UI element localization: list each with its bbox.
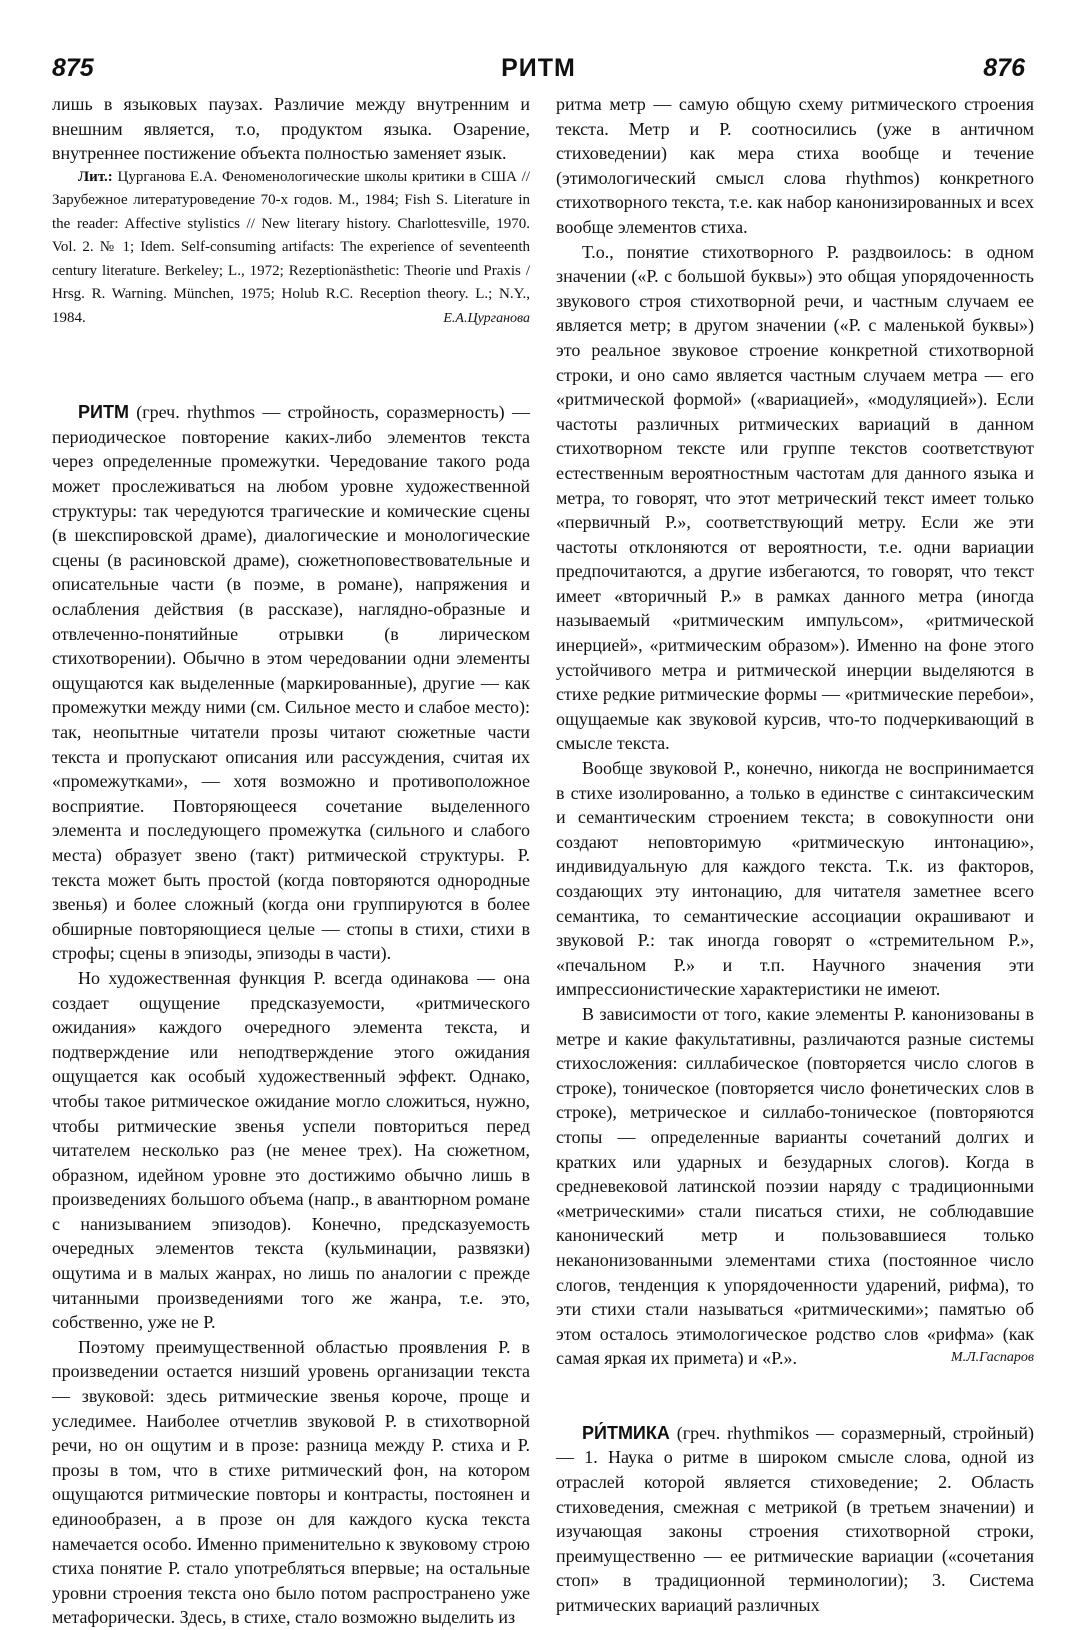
right-paragraph-4-text: В зависимости от того, какие элементы Р. канонизованы в метре и какие факультативны, различаются разные системы стихосложения: силлабическое (повторяется число слогов в строке), тоническое (повторяется число фонетических слов в строке), метрическое и силлабо-тоническое (повторяются стопы — определенные варианты сочетаний долгих и кратких или ударных и безударных слогов). Когда в средневековой латинской поэзии наряду с традиционными «метрическими» стали писаться стихи, не соблюдавшие канонический метр и пользовавшиеся только неканонизованными элементами стиха (постоянное число слогов, тенденция к упорядоченности ударений, рифма), то эти стихи стали называться «ритмическими»; памятью об этом осталось этимологическое родство слов «рифма» (как самая яркая их примета) и «Р.». bbox=[556, 1003, 1034, 1369]
entry-paragraph-2: Но художественная функция Р. всегда одинакова — она создает ощущение предсказуемости, «ритмического ожидания» каждого очередного элемента текста, и подтверждение или неподтверждение этого ожидания ощущается как особый художественный эффект. Однако, чтобы такое ритмическое ожидание могло сложиться, нужно, чтобы ритмические звенья успели повториться перед читателем несколько раз (не менее трех). На сюжетном, образном, идейном уровне это достижимо обычно лишь в произведениях большого объема (напр., в авантюрном романе с нанизыванием эпизодов). Конечно, предсказуемость очередных элементов текста (кульминации, развязки) ощутима и в малых жанрах, но лишь по аналогии с прежде читанными произведениями того же жанра, т.е. это, собственно, уже не Р. bbox=[52, 967, 530, 1333]
page-number-right: 876 bbox=[983, 54, 1025, 82]
entry2-definition: (греч. rhythmikos — соразмерный, стройный) — 1. Наука о ритме в широком смысле слова, одной из отраслей которой является стиховедение; 2. Область стиховедения, смежная с метрикой (в третьем значении) и изучающая законы строения стихотворной строки, преимущественно — ее ритмические вариации («сочетания стоп» в традиционной терминологии); 3. Система ритмических вариаций различных bbox=[556, 1422, 1034, 1616]
page-header bbox=[52, 54, 1025, 94]
entry-separator bbox=[52, 330, 530, 400]
entry-author-signature: М.Л.Гаспаров bbox=[950, 1350, 1034, 1366]
right-column bbox=[556, 92, 1034, 1618]
page-number-left: 875 bbox=[52, 54, 94, 82]
entry-paragraph-1 bbox=[52, 400, 530, 966]
right-paragraph-4 bbox=[556, 1002, 1034, 1371]
right-paragraph-3: Вообще звуковой Р., конечно, никогда не воспринимается в стихе изолированно, а только в единстве с синтаксическим и семантическим строением текста; в совокупности они создают неповторимую «ритмическую интонацию», индивидуальную для каждого текста. Т.к. из факторов, создающих эту интонацию, для читателя заметнее всего семантика, то семантические ассоциации окрашивают и звуковой Р.: так иногда говорят о «стремительном Р.», «печальном Р.» и т.п. Научного значения эти импрессионистические характеристики не имеют. bbox=[556, 758, 1034, 1000]
intro-paragraph: лишь в языковых паузах. Различие между внутренним и внешним является, т.о, продуктом языка. Озарение, внутреннее постижение объекта полностью заменяет язык. bbox=[52, 94, 530, 164]
entry2-headword: РИ́ТМИКА bbox=[582, 1422, 670, 1443]
entry-headword: РИТМ bbox=[78, 402, 129, 423]
literature-label: Лит.: bbox=[78, 168, 113, 185]
literature-block bbox=[52, 166, 530, 331]
literature-text: Цурганова Е.А. Феноменологические школы критики в США // Зарубежное литературоведение 70-х годов. М., 1984; Fish S. Literature in the reader: Affective stylistics // New literary history. Charlottesville, 1970. Vol. 2. № 1; Idem. Self-consuming artifacts: The experience of seventeenth century literature. Berkeley; L., 1972; Rezeptionästhetic: Theorie und Praxis / Hrsg. R. Warning. München, 1975; Holub R.C. Reception theory. L.; N.Y., 1984. bbox=[52, 168, 530, 326]
right-paragraph-2: Т.о., понятие стихотворного Р. раздвоилось: в одном значении («Р. с большой буквы») это общая упорядоченность звукового строя стихотворной речи, и частным случаем ее является метр; в другом значении («Р. с маленькой буквы») это реальное звуковое строение конкретной стихотворной строки, и оно само является частным случаем метра — его «ритмической формой» («вариацией», «модуляцией»). Если частоты различных ритмических вариаций в данном стихотворном тексте или группе текстов соответствуют естественным вероятностным частотам для данного языка и метра, то говорят, что этот метрический текст имеет только «первичный Р.», соответствующий метру. Если же эти частоты отклоняются от вероятности, т.е. одни вариации предпочитаются, а другие избегаются, то говорят, что текст имеет «вторичный Р.» в рамках данного метра (иногда называемый «ритмическим импульсом», «ритмической инерцией», «ритмическим образом»). Именно на фоне этого устойчивого метра и ритмической инерции выделяются в стихе редкие ритмические формы — «ритмические перебои», ощущаемые как звуковой курсив, что-то подчеркивающий в смысле текста. bbox=[556, 241, 1034, 754]
running-title: РИТМ bbox=[501, 54, 576, 82]
entry-paragraph-3: Поэтому преимущественной областью проявления Р. в произведении остается низший уровень организации текста — звуковой: здесь ритмические звенья короче, проще и уследимее. Наиболее отчетлив звуковой Р. в стихотворной речи, но он ощутим и в прозе: разница между Р. стиха и Р. прозы в том, что в стихе ритмический фон, на котором ощущаются ритмические повторы и контрасты, постоянен и единообразен, а в прозе он для каждого куска текста намечается особо. Именно применительно к звуковому строю стиха понятие Р. стало употребляться впервые; на остальные уровни строения текста оно было потом распространено уже метафорически. Здесь, в стихе, стало возможно выделить из bbox=[52, 1336, 530, 1628]
entry-separator-2 bbox=[556, 1371, 1034, 1421]
entry2-paragraph bbox=[556, 1421, 1034, 1618]
left-column bbox=[52, 92, 530, 1630]
right-paragraph-1: ритма метр — самую общую схему ритмического строения текста. Метр и Р. соотносились (уже в античном стиховедении) как мера стиха вообще и течение (этимологический смысл слова rhythmos) конкретного стихотворного текста, т.е. как набор канонизированных и всех вообще элементов стиха. bbox=[556, 94, 1034, 237]
literature-author: Е.А.Цурганова bbox=[443, 310, 530, 326]
entry-definition: (греч. rhythmos — стройность, соразмерность) — периодическое повторение каких-либо элементов текста через определенные промежутки. Чередование такого рода может прослеживаться на любом уровне художественной структуры: так чередуются трагические и комические сцены (в шекспировской драме), диалогические и монологические сцены (в расиновской драме), сюжетноповествовательные и описательные части (в поэме, в романе), напряжения и ослабления действия (в рассказе), наглядно-образные и отвлеченно-понятийные отрывки (в лирическом стихотворении). Обычно в этом чередовании одни элементы ощущаются как выделенные (маркированные), другие — как промежутки между ними (см. Сильное место и слабое место): так, неопытные читатели прозы читают сюжетные части текста и пропускают описания или рассуждения, считая их «промежутками», — хотя возможно и противоположное восприятие. Повторяющееся сочетание выделенного элемента и последующего промежутка (сильного и слабого места) образует звено (такт) ритмической структуры. Р. текста может быть простой (когда повторяются однородные звенья) и более сложный (когда они группируются в более обширные повторяющиеся целые — стопы в стихи, стихи в строфы; сцены в эпизоды, эпизоды в части). bbox=[52, 402, 530, 964]
